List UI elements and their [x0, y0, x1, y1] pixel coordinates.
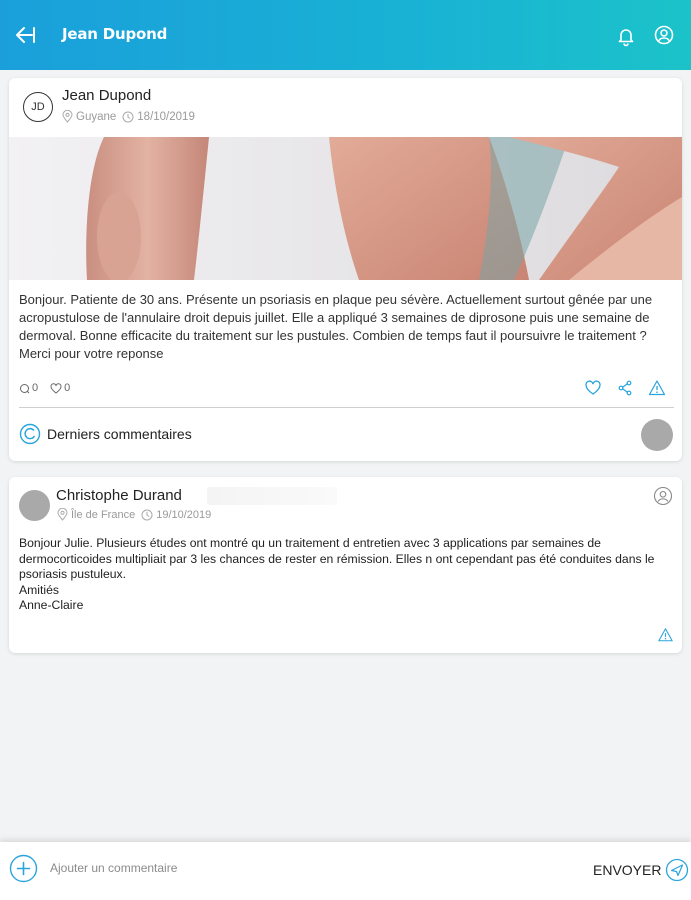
add-attachment-button[interactable] [9, 854, 38, 883]
page-title: Jean Dupond [62, 25, 168, 43]
loading-indicator [641, 419, 673, 451]
post-photo[interactable] [9, 137, 682, 280]
location-pin-icon [57, 508, 68, 521]
comment-author[interactable]: Christophe Durand [56, 487, 182, 504]
share-button[interactable] [616, 379, 634, 397]
last-comments-toggle[interactable] [19, 423, 192, 445]
comments-count[interactable] [19, 382, 38, 394]
bell-icon[interactable] [615, 25, 637, 47]
comment-input[interactable] [50, 856, 570, 880]
user-circle-icon[interactable] [653, 24, 675, 46]
post-body: Bonjour. Patiente de 30 ans. Présente un psoriasis en plaque peu sévère. Actuellement surtout gênée par une acropustulose de l'annulaire droit depuis juillet. Elle a appliqué 3 semaines de diprosone puis une semaine de dermoval. Bonne efficacite du traitement sur les pustules. Combien de temps faut il poursuivre le traitement ? Merci pour votre reponse [19, 292, 653, 361]
location-pin-icon [62, 110, 73, 123]
avatar: JD [23, 92, 53, 122]
like-button[interactable] [584, 379, 602, 397]
likes-count[interactable] [50, 382, 70, 394]
app-header [0, 0, 691, 70]
redacted-block [207, 487, 337, 505]
comment-card [9, 477, 682, 653]
warning-icon [657, 627, 674, 643]
send-button[interactable] [593, 858, 689, 882]
post-card [9, 78, 682, 461]
likes-count-value: 0 [64, 382, 71, 394]
clock-icon [122, 111, 134, 123]
post-author[interactable]: Jean Dupond [62, 87, 152, 104]
comment-composer [0, 842, 691, 900]
comment-body: Bonjour Julie. Plusieurs études ont montré qu un traitement d entretien avec 3 applications par semaines de dermocorticoides multipliait par 3 les chances de rester en rémission. Elles n ont cependant pas été conduites dans le psoriasis pustuleux. Amitiés Anne-Claire [19, 536, 655, 612]
heart-outline-icon [50, 383, 62, 394]
comment-date: 19/10/2019 [156, 508, 212, 521]
warning-icon [648, 379, 666, 397]
send-icon [665, 858, 689, 882]
user-circle-icon[interactable] [653, 486, 673, 506]
report-button[interactable] [648, 379, 666, 397]
comment-location: Île de France [71, 508, 136, 521]
refresh-icon [19, 423, 41, 445]
clock-icon [141, 509, 153, 521]
send-label: ENVOYER [593, 862, 662, 878]
back-arrow-icon[interactable] [14, 24, 40, 46]
last-comments-label: Derniers commentaires [47, 426, 192, 442]
comment-bubble-icon [19, 383, 30, 394]
comment-meta [57, 508, 211, 521]
heart-icon [584, 379, 602, 397]
post-location: Guyane [76, 110, 117, 123]
post-date: 18/10/2019 [137, 110, 195, 123]
plus-circle-icon [9, 854, 38, 883]
comments-count-value: 0 [32, 382, 39, 394]
post-meta [62, 110, 195, 123]
post-actions [570, 379, 666, 397]
report-button[interactable] [657, 627, 674, 643]
avatar [19, 490, 50, 521]
post-stats [19, 382, 82, 394]
divider [19, 407, 674, 408]
share-icon [616, 379, 634, 397]
